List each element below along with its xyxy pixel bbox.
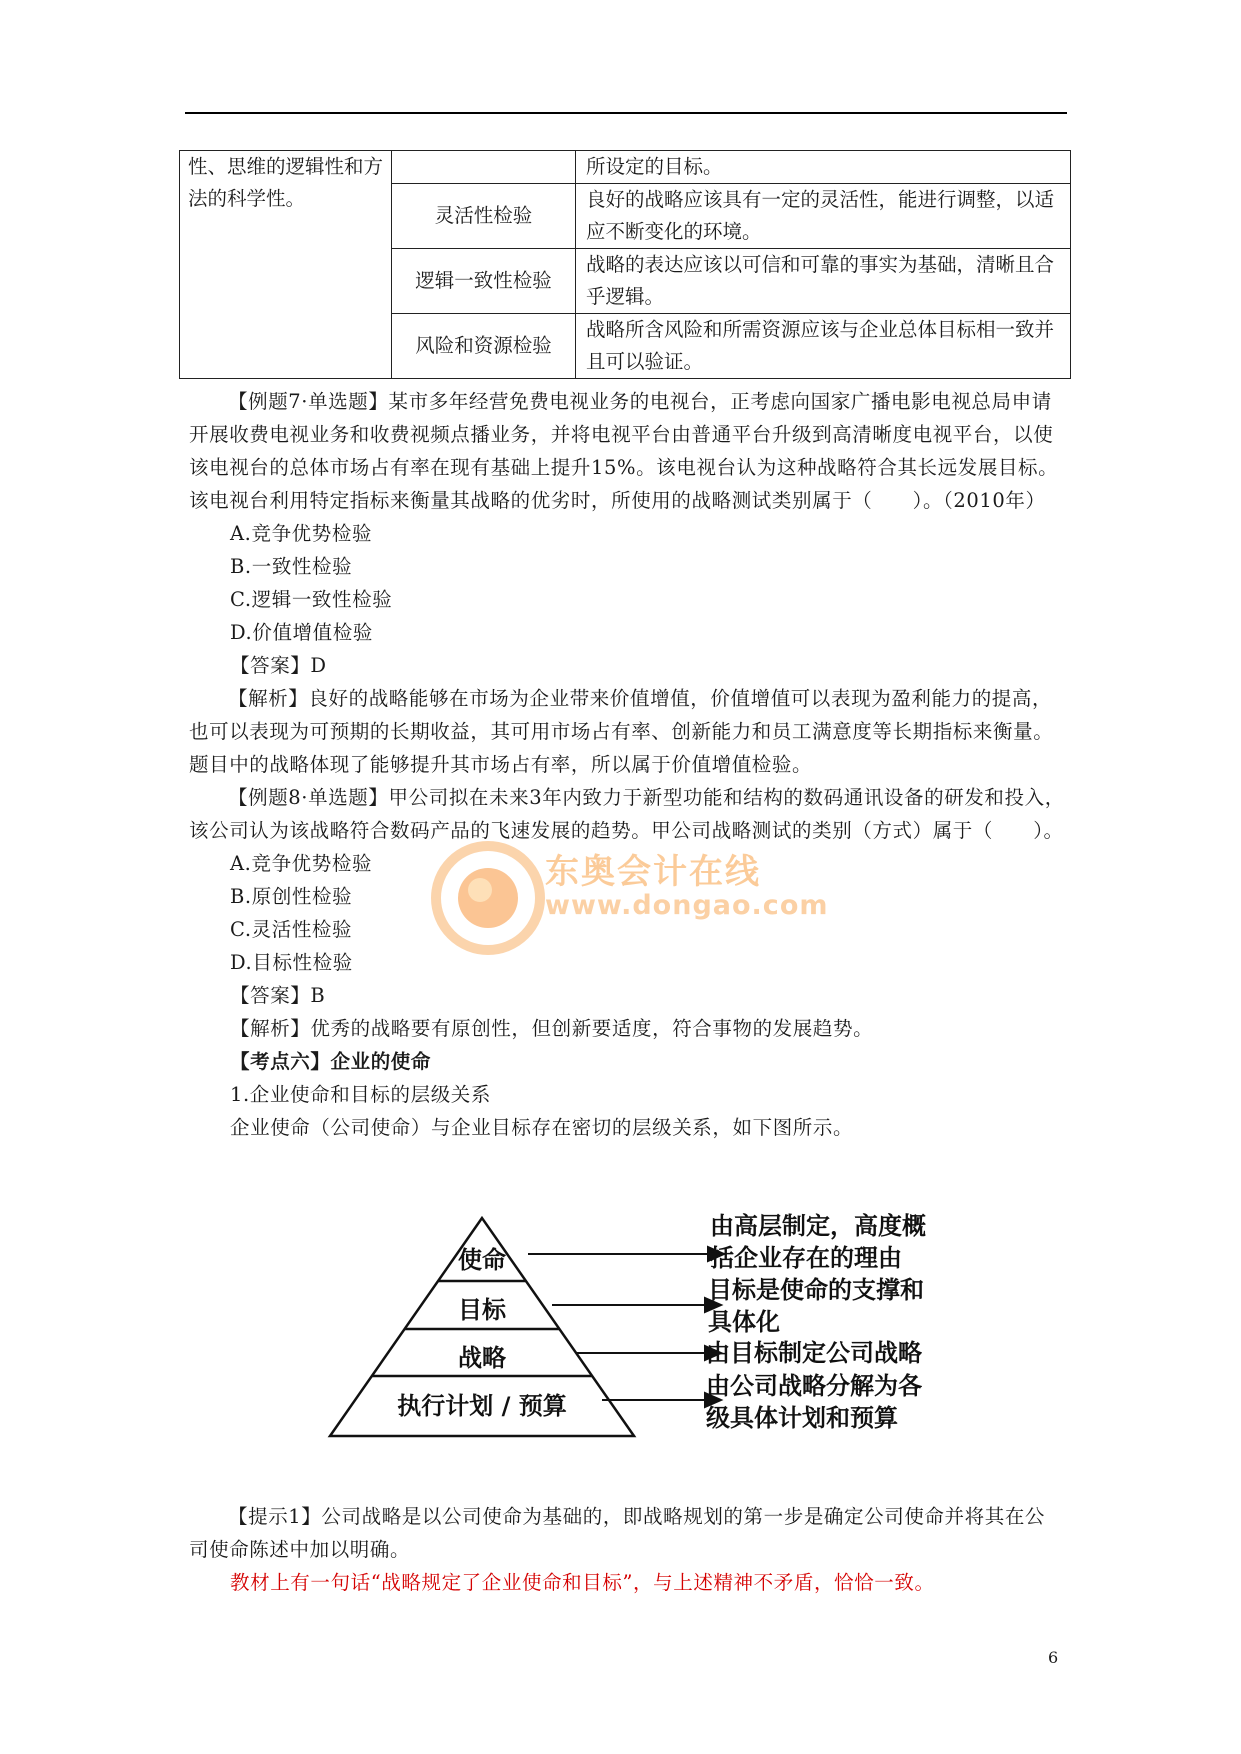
watermark-title: 东奥会计在线: [545, 852, 761, 892]
tip-1: [189, 1500, 1065, 1566]
tip-content: [189, 1500, 1065, 1599]
main-content: [189, 385, 1065, 1144]
section-intro: 企业使命（公司使命）与企业目标存在密切的层级关系，如下图所示。: [230, 1116, 854, 1139]
note-line: 括企业存在的理由: [710, 1244, 902, 1272]
example8-option-d: D.目标性检验: [230, 951, 353, 974]
hierarchy-diagram: [320, 1210, 1000, 1450]
example7-option-c: C.逻辑一致性检验: [230, 588, 393, 611]
example8-option-b: B.原创性检验: [230, 885, 353, 908]
table-row: [180, 151, 1071, 184]
answer-tag: 【答案】: [230, 984, 311, 1007]
table-cell-desc: 所设定的目标。: [576, 151, 1071, 184]
table-cell-name: 灵活性检验: [392, 184, 576, 249]
example7-tag: 【例题7·单选题】: [228, 390, 389, 413]
tip-text: 公司战略是以公司使命为基础的，即战略规划的第一步是确定公司使命并将其在公司使命陈述中加以明确。: [189, 1505, 1046, 1561]
table-cell-name: [392, 151, 576, 184]
table-cell-desc: 战略所含风险和所需资源应该与企业总体目标相一致并且可以验证。: [576, 314, 1071, 379]
watermark-url: www.dongao.com: [545, 890, 829, 921]
analysis-tag: 【解析】: [228, 687, 309, 710]
note-line: 目标是使命的支撑和: [708, 1276, 924, 1304]
tip-red-note: 教材上有一句话“战略规定了企业使命和目标”，与上述精神不矛盾，恰恰一致。: [230, 1571, 935, 1594]
note-line: 级具体计划和预算: [706, 1404, 898, 1432]
section-heading: 【考点六】企业的使命: [230, 1050, 432, 1073]
example7-option-b: B.一致性检验: [230, 555, 353, 578]
example8-tag: 【例题8·单选题】: [228, 786, 389, 809]
example7-question: [189, 385, 1065, 517]
pyramid-note-mission: [710, 1210, 926, 1274]
pyramid-level-goal: 目标: [458, 1296, 506, 1324]
note-line: 由目标制定公司战略: [706, 1339, 922, 1367]
note-line: 具体化: [708, 1308, 780, 1336]
example8-question: [189, 781, 1065, 847]
pyramid-note-goal: [708, 1274, 924, 1338]
pyramid-level-mission: 使命: [458, 1246, 506, 1274]
pyramid-level-strategy: 战略: [458, 1344, 506, 1372]
note-line: 由公司战略分解为各: [706, 1372, 922, 1400]
criteria-table: [179, 150, 1071, 379]
tip-tag: 【提示1】: [228, 1505, 322, 1528]
example8-question-text: 甲公司拟在未来3年内致力于新型功能和结构的数码通讯设备的研发和投入，该公司认为该战略符合数码产品的飞速发展的趋势。甲公司战略测试的类别（方式）属于（ ）。: [189, 786, 1065, 842]
example7-option-d: D.价值增值检验: [230, 621, 373, 644]
table-cell-name: 逻辑一致性检验: [392, 249, 576, 314]
example8-option-a: A.竞争优势检验: [230, 852, 373, 875]
pyramid-note-plan: [706, 1370, 922, 1434]
page-number: 6: [1048, 1648, 1059, 1667]
answer-value: D: [310, 654, 327, 677]
table-cell-col1: 性、思维的逻辑性和方法的科学性。: [180, 151, 392, 379]
example8-answer: [189, 979, 1065, 1012]
example7-answer: [189, 649, 1065, 682]
analysis-text: 良好的战略能够在市场为企业带来价值增值，价值增值可以表现为盈利能力的提高，也可以表现为可预期的长期收益，其可用市场占有率、创新能力和员工满意度等长期指标来衡量。题目中的战略体现了能够提升其市场占有率，所以属于价值增值检验。: [189, 687, 1054, 776]
analysis-text: 优秀的战略要有原创性，但创新要适度，符合事物的发展趋势。: [310, 1017, 874, 1040]
example7-question-text: 某市多年经营免费电视业务的电视台，正考虑向国家广播电影电视总局申请开展收费电视业务和收费视频点播业务，并将电视平台由普通平台升级到高清晰度电视平台，以使该电视台的总体市场占有率在现有基础上提升15%。该电视台认为这种战略符合其长远发展目标。该电视台利用特定指标来衡量其战略的优劣时，所使用的战略测试类别属于（ ）。（2010年）: [189, 390, 1059, 512]
table-cell-desc: 战略的表达应该以可信和可靠的事实为基础，清晰且合乎逻辑。: [576, 249, 1071, 314]
example7-option-a: A.竞争优势检验: [230, 522, 373, 545]
answer-value: B: [310, 984, 326, 1007]
pyramid-level-plan-budget: 执行计划 / 预算: [397, 1392, 567, 1420]
note-line: 由高层制定，高度概: [710, 1212, 926, 1240]
pyramid-note-strategy: [706, 1337, 922, 1369]
analysis-tag: 【解析】: [230, 1017, 311, 1040]
section-sub1: 1.企业使命和目标的层级关系: [230, 1083, 492, 1106]
table-cell-desc: 良好的战略应该具有一定的灵活性，能进行调整，以适应不断变化的环境。: [576, 184, 1071, 249]
example7-analysis: [189, 682, 1065, 781]
example8-analysis: [189, 1012, 1065, 1045]
table-cell-name: 风险和资源检验: [392, 314, 576, 379]
answer-tag: 【答案】: [230, 654, 311, 677]
header-rule: [185, 112, 1067, 114]
example8-option-c: C.灵活性检验: [230, 918, 353, 941]
